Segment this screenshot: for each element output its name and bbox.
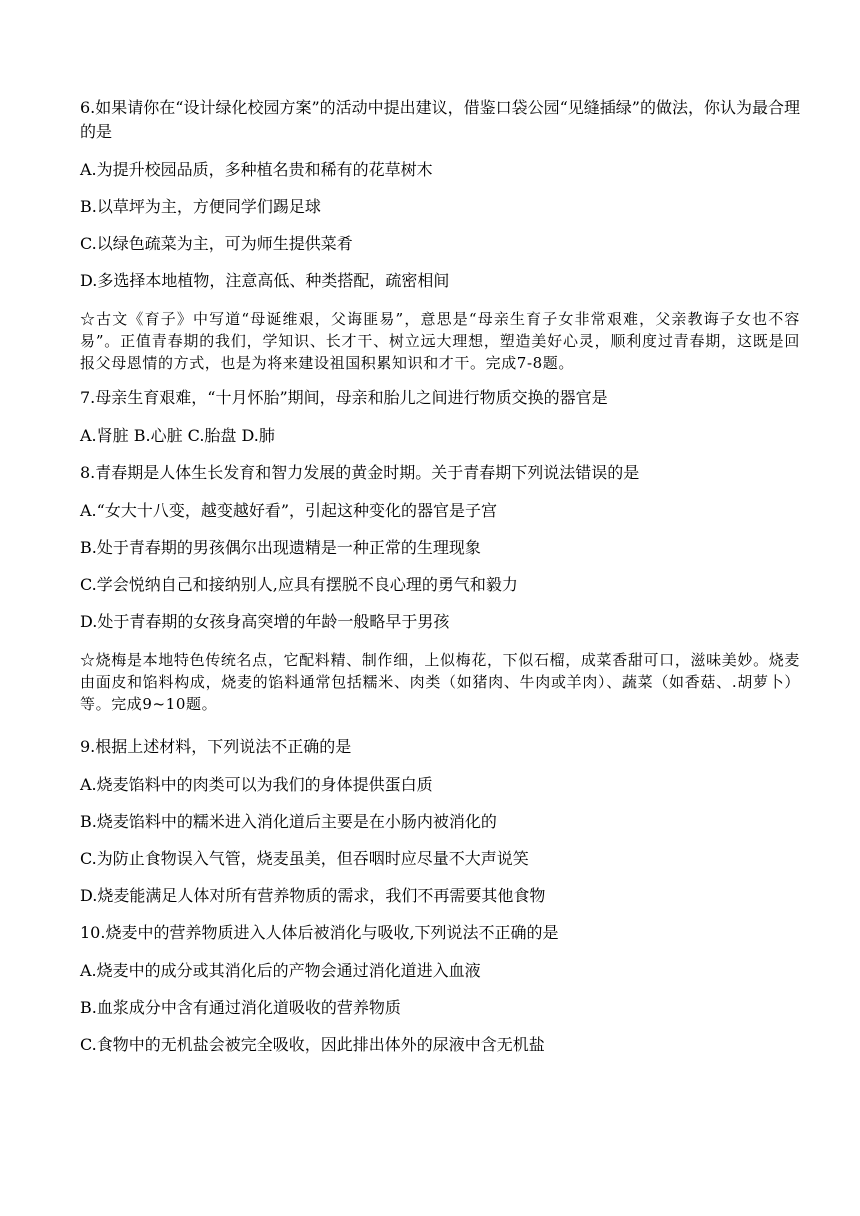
exam-page bbox=[80, 96, 800, 1070]
passage-9-10: ☆烧梅是本地特色传统名点，它配料精、制作细，上似梅花，下似石榴，成菜香甜可口，滋味美妙。烧麦由面皮和馅料构成，烧麦的馅料通常包括糯米、肉类（如猪肉、牛肉或羊肉）、蔬菜（如香菇、.胡萝卜）等。完成9~10题。 bbox=[80, 651, 800, 713]
question-6-option-d: D.多选择本地植物，注意高低、种类搭配，疏密相间 bbox=[80, 271, 450, 290]
passage-7-8: ☆古文《育子》中写道“母诞维艰，父诲匪易”，意思是“母亲生育子女非常艰难，父亲教诲子女也不容易”。正值青春期的我们，学知识、长才干、树立远大理想，塑造美好心灵，顺利度过青春期，这既是回报父母恩情的方式，也是为将来建设祖国积累知识和才干。完成7-8题。 bbox=[80, 310, 800, 372]
question-8-option-a: A.“女大十八变，越变越好看”，引起这种变化的器官是子宫 bbox=[80, 501, 498, 520]
question-9-stem: 9.根据上述材料，下列说法不正确的是 bbox=[80, 737, 352, 756]
question-10-option-a: A.烧麦中的成分或其消化后的产物会通过消化道进入血液 bbox=[80, 961, 481, 980]
question-6-stem: 6.如果请你在“设计绿化校园方案”的活动中提出建议，借鉴口袋公园“见缝插绿”的做法，你认为最合理的是 bbox=[80, 98, 800, 141]
question-9-option-a: A.烧麦馅料中的肉类可以为我们的身体提供蛋白质 bbox=[80, 775, 433, 794]
question-6-option-b: B.以草坪为主，方便同学们踢足球 bbox=[80, 197, 321, 216]
question-8-stem: 8.青春期是人体生长发育和智力发展的黄金时期。关于青春期下列说法错误的是 bbox=[80, 463, 640, 482]
question-7-options: A.肾脏 B.心脏 C.胎盘 D.肺 bbox=[80, 426, 275, 445]
question-8-option-d: D.处于青春期的女孩身高突增的年龄一般略早于男孩 bbox=[80, 612, 450, 631]
question-10-stem: 10.烧麦中的营养物质进入人体后被消化与吸收,下列说法不正确的是 bbox=[80, 923, 559, 942]
question-6-option-c: C.以绿色疏菜为主，可为师生提供菜肴 bbox=[80, 234, 353, 253]
question-8-option-c: C.学会悦纳自己和接纳别人,应具有摆脱不良心理的勇气和毅力 bbox=[80, 575, 518, 594]
question-10-option-c: C.食物中的无机盐会被完全吸收，因此排出体外的尿液中含无机盐 bbox=[80, 1035, 545, 1054]
question-10-option-b: B.血浆成分中含有通过消化道吸收的营养物质 bbox=[80, 998, 401, 1017]
question-6-option-a: A.为提升校园品质，多种植名贵和稀有的花草树木 bbox=[80, 160, 433, 179]
question-8-option-b: B.处于青春期的男孩偶尔出现遗精是一种正常的生理现象 bbox=[80, 538, 481, 557]
question-9-option-d: D.烧麦能满足人体对所有营养物质的需求，我们不再需要其他食物 bbox=[80, 886, 546, 905]
question-9-option-c: C.为防止食物误入气管，烧麦虽美，但吞咽时应尽量不大声说笑 bbox=[80, 849, 529, 868]
question-9-option-b: B.烧麦馅料中的糯米进入消化道后主要是在小肠内被消化的 bbox=[80, 812, 497, 831]
question-7-stem: 7.母亲生育艰难，“十月怀胎”期间，母亲和胎儿之间进行物质交换的器官是 bbox=[80, 388, 608, 407]
